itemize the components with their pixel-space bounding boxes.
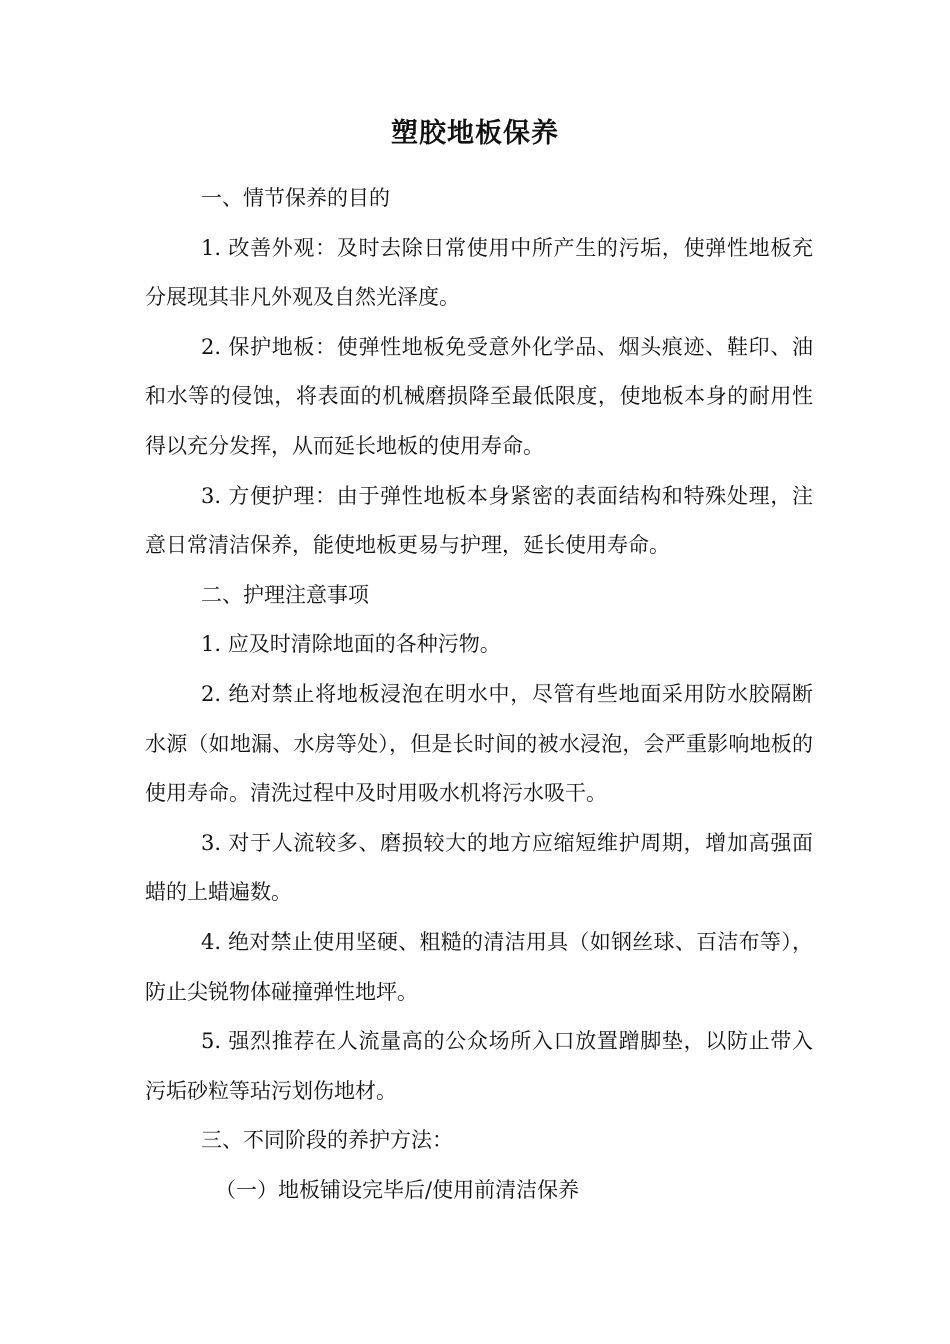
section-heading-purpose: 一、情节保养的目的 [201,186,390,210]
paragraph-precaution-5: 5. 强烈推荐在人流量高的公众场所入口放置蹭脚垫，以防止带入污垢砂粒等玷污划伤地材。 [145,1029,813,1103]
paragraph-precaution-1: 1. 应及时清除地面的各种污物。 [201,632,501,657]
document-body [145,174,813,1215]
paragraph-improve-appearance: 1. 改善外观：及时去除日常使用中所产生的污垢，使弹性地板充分展现其非凡外观及自然光泽度。 [145,235,813,310]
document-title: 塑胶地板保养 [391,118,559,150]
paragraph-protect-floor: 2. 保护地板：使弹性地板免受意外化学品、烟头痕迹、鞋印、油和水等的侵蚀，将表面的机械磨损降至最低限度，使地板本身的耐用性得以充分发挥，从而延长地板的使用寿命。 [145,334,813,458]
paragraph-precaution-2: 2. 绝对禁止将地板浸泡在明水中，尽管有些地面采用防水胶隔断水源（如地漏、水房等处），但是长时间的被水浸泡，会严重影响地板的使用寿命。清洗过程中及时用吸水机将污水吸干。 [145,681,813,806]
subsection-heading-after-installation: （一）地板铺设完毕后/使用前清洁保养 [215,1177,580,1202]
paragraph-precaution-3: 3. 对于人流较多、磨损较大的地方应缩短维护周期，增加高强面蜡的上蜡遍数。 [145,830,813,905]
section-heading-precautions: 二、护理注意事项 [201,582,369,607]
paragraph-precaution-4: 4. 绝对禁止使用坚硬、粗糙的清洁用具（如钢丝球、百洁布等），防止尖锐物体碰撞弹性地坪。 [145,929,813,1004]
paragraph-easy-care: 3. 方便护理：由于弹性地板本身紧密的表面结构和特殊处理，注意日常清洁保养，能使地板更易与护理，延长使用寿命。 [145,483,813,558]
section-heading-methods: 三、不同阶段的养护方法： [201,1128,453,1153]
